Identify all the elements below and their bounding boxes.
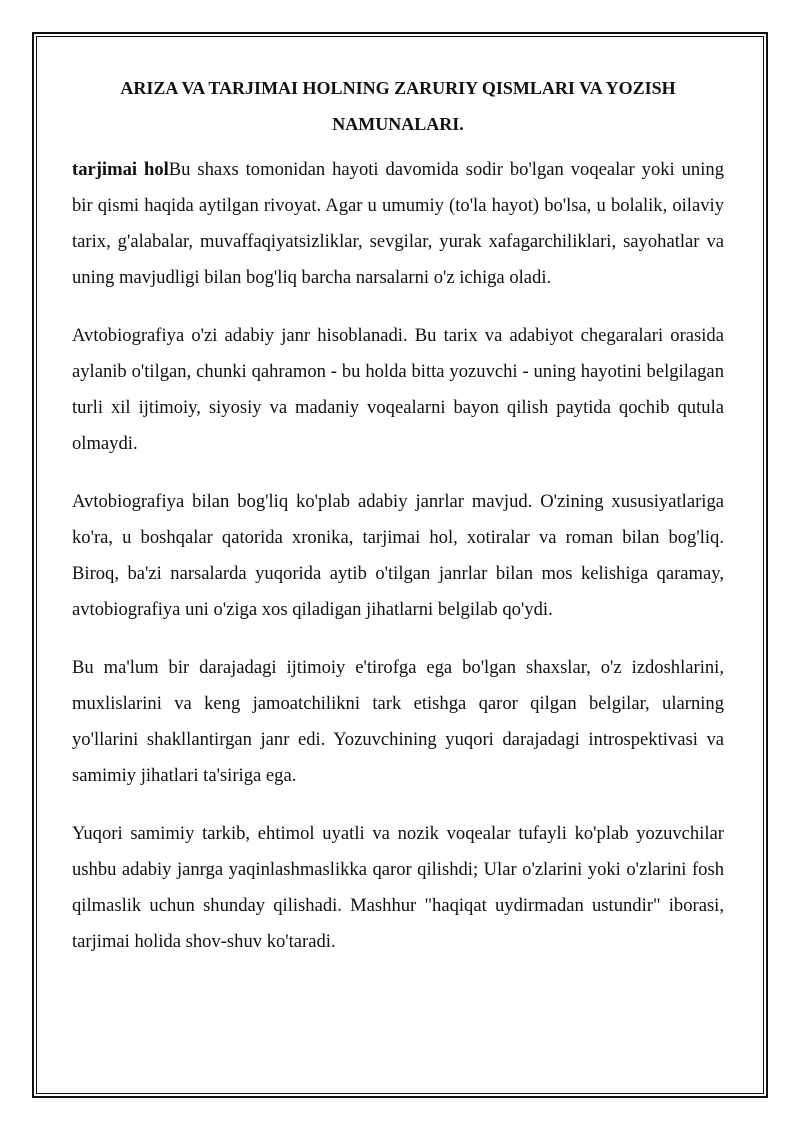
paragraph-5: Yuqori samimiy tarkib, ehtimol uyatli va nozik voqealar tufayli ko'plab yozuvchilar ushbu adabiy janrga yaqinlashmaslikka qaror qilishdi; Ular o'zlarini yoki o'zlarini fosh qilmaslik uchun shunday qilishadi. Mashhur "haqiqat uydirmadan ustundir" iborasi, tarjimai holida shov-shuv ko'taradi.	[72, 823, 724, 952]
paragraph-1	[72, 152, 724, 296]
paragraph-1-text: Bu shaxs tomonidan hayoti davomida sodir bo'lgan voqealar yoki uning bir qismi haqida aytilgan rivoyat. Agar u umumiy (to'la hayot) bo'lsa, u bolalik, oilaviy tarix, g'alabalar, muvaffaqiyatsizliklar, sevgilar, yurak xafagarchiliklari, sayohatlar va uning mavjudligi bilan bog'liq barcha narsalarni o'z ichiga oladi.	[72, 159, 724, 288]
document-body	[72, 70, 724, 982]
paragraph-4: Bu ma'lum bir darajadagi ijtimoiy e'tirofga ega bo'lgan shaxslar, o'z izdoshlarini, muxlislarini va keng jamoatchilikni tark etishga qaror qilgan belgilar, ularning yo'llarini shakllantirgan janr edi. Yozuvchining yuqori darajadagi introspektivasi va samimiy jihatlari ta'siriga ega.	[72, 657, 724, 786]
paragraph-2: Avtobiografiya o'zi adabiy janr hisoblanadi. Bu tarix va adabiyot chegaralari orasida aylanib o'tilgan, chunki qahramon - bu holda bitta yozuvchi - uning hayotini belgilagan turli xil ijtimoiy, siyosiy va madaniy voqealarni bayon qilish paytida qochib qutula olmaydi.	[72, 325, 724, 454]
lead-term: tarjimai hol	[72, 159, 169, 180]
document-title: ARIZA VA TARJIMAI HOLNING ZARURIY QISMLARI VA YOZISH NAMUNALARI.	[120, 78, 676, 134]
paragraph-3: Avtobiografiya bilan bog'liq ko'plab adabiy janrlar mavjud. O'zining xususiyatlariga ko'ra, u boshqalar qatorida xronika, tarjimai hol, xotiralar va roman bilan bog'liq. Biroq, ba'zi narsalarda yuqorida aytib o'tilgan janrlar bilan mos kelishiga qaramay, avtobiografiya uni o'ziga xos qiladigan jihatlarni belgilab qo'ydi.	[72, 491, 724, 620]
